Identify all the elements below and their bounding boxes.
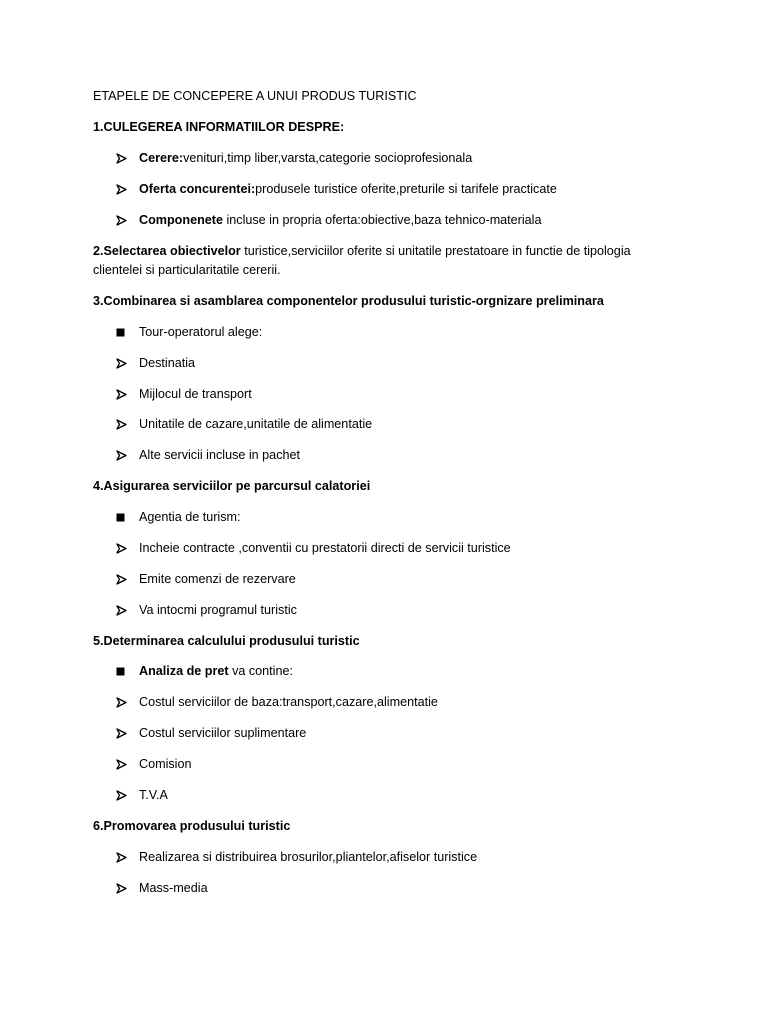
- item-text: Destinatia: [139, 356, 196, 370]
- section-5-lead: [116, 663, 293, 679]
- section-5-item: [116, 787, 168, 803]
- section-1-heading: 1.CULEGEREA INFORMATIILOR DESPRE:: [93, 120, 345, 134]
- section-3-lead: [116, 324, 262, 340]
- item-text: Mijlocul de transport: [139, 387, 252, 401]
- section-5-item: [116, 694, 438, 710]
- document-title: ETAPELE DE CONCEPERE A UNUI PRODUS TURISTIC: [93, 89, 417, 103]
- arrow-bullet-icon: [116, 787, 139, 803]
- lead-text: Tour-operatorul alege:: [139, 325, 263, 339]
- arrow-bullet-icon: [116, 880, 139, 896]
- section-1-item: [116, 212, 541, 228]
- item-text: venituri,timp liber,varsta,categorie socioprofesionala: [183, 151, 473, 165]
- arrow-bullet-icon: [116, 447, 139, 463]
- arrow-bullet-icon: [116, 756, 139, 772]
- item-text: Incheie contracte ,conventii cu prestatorii directi de servicii turistice: [139, 541, 511, 555]
- square-bullet-icon: [116, 324, 139, 340]
- item-text: T.V.A: [139, 788, 168, 802]
- item-text: Va intocmi programul turistic: [139, 603, 297, 617]
- arrow-bullet-icon: [116, 849, 139, 865]
- arrow-bullet-icon: [116, 694, 139, 710]
- item-text: Costul serviciilor de baza:transport,cazare,alimentatie: [139, 695, 438, 709]
- section-1-item: [116, 150, 472, 166]
- arrow-bullet-icon: [116, 725, 139, 741]
- item-text: Unitatile de cazare,unitatile de alimentatie: [139, 417, 373, 431]
- section-5-heading: 5.Determinarea calculului produsului turistic: [93, 634, 360, 648]
- section-6-heading: 6.Promovarea produsului turistic: [93, 819, 291, 833]
- item-text: Realizarea si distribuirea brosurilor,pliantelor,afiselor turistice: [139, 850, 478, 864]
- item-bold: Componenete: [139, 213, 223, 227]
- arrow-bullet-icon: [116, 150, 139, 166]
- item-text: Alte servicii incluse in pachet: [139, 448, 300, 462]
- section-3-item: [116, 386, 252, 402]
- lead-text: va contine:: [228, 664, 293, 678]
- section-2-heading: 2.Selectarea obiectivelor: [93, 244, 241, 258]
- item-bold: Cerere:: [139, 151, 184, 165]
- arrow-bullet-icon: [116, 355, 139, 371]
- square-bullet-icon: [116, 663, 139, 679]
- section-4-item: [116, 571, 296, 587]
- arrow-bullet-icon: [116, 602, 139, 618]
- arrow-bullet-icon: [116, 386, 139, 402]
- item-text: produsele turistice oferite,preturile si tarifele practicate: [255, 182, 557, 196]
- section-4-item: [116, 602, 297, 618]
- section-3-heading: 3.Combinarea si asamblarea componentelor produsului turistic-orgnizare preliminara: [93, 294, 604, 308]
- section-2-text: turistice,serviciilor oferite si unitatile prestatoare in functie de tipologia clientelei si particularitatile cererii.: [93, 244, 631, 277]
- section-3-item: [116, 416, 372, 432]
- item-text: Emite comenzi de rezervare: [139, 572, 296, 586]
- section-4-item: [116, 540, 511, 556]
- section-3-item: [116, 355, 195, 371]
- item-text: Costul serviciilor suplimentare: [139, 726, 307, 740]
- arrow-bullet-icon: [116, 540, 139, 556]
- arrow-bullet-icon: [116, 181, 139, 197]
- section-6-item: [116, 849, 477, 865]
- item-text: Comision: [139, 757, 192, 771]
- arrow-bullet-icon: [116, 571, 139, 587]
- section-1-item: [116, 181, 557, 197]
- item-text: incluse in propria oferta:obiective,baza tehnico-materiala: [222, 213, 542, 227]
- item-text: Mass-media: [139, 881, 208, 895]
- lead-text: Agentia de turism:: [139, 510, 241, 524]
- arrow-bullet-icon: [116, 212, 139, 228]
- item-bold: Oferta concurentei:: [139, 182, 256, 196]
- square-bullet-icon: [116, 509, 139, 525]
- lead-bold: Analiza de pret: [139, 664, 229, 678]
- arrow-bullet-icon: [116, 416, 139, 432]
- section-4-lead: [116, 509, 241, 525]
- section-5-item: [116, 756, 192, 772]
- section-6-item: [116, 880, 208, 896]
- section-3-item: [116, 447, 300, 463]
- section-4-heading: 4.Asigurarea serviciilor pe parcursul calatoriei: [93, 479, 371, 493]
- section-5-item: [116, 725, 306, 741]
- section-2-paragraph: [93, 242, 673, 280]
